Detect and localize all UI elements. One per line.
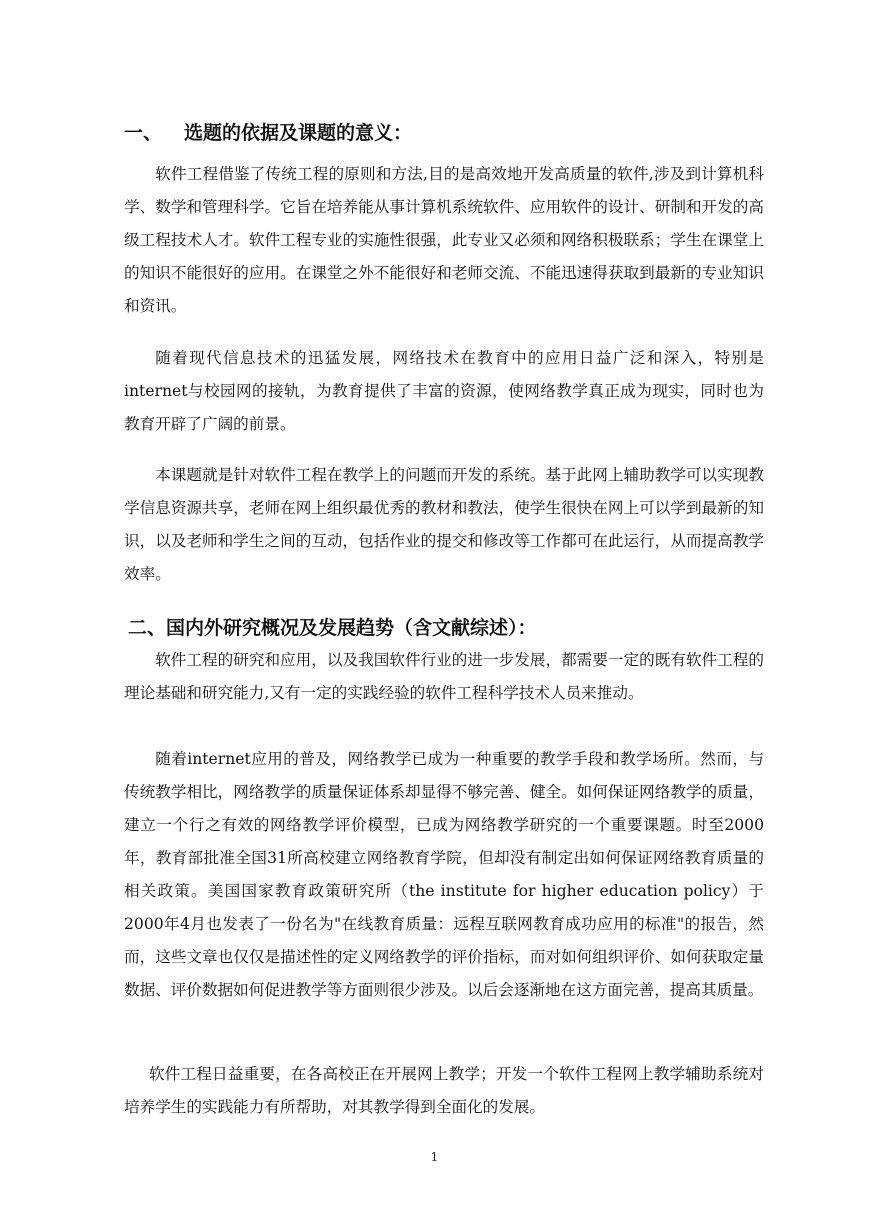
paragraph: 本课题就是针对软件工程在教学上的问题而开发的系统。基于此网上辅助教学可以实现教学信息资源共享，老师在网上组织最优秀的教材和教法，使学生很快在网上可以学到最新的知识，以及老师和学生之间的互动，包括作业的提交和修改等工作都可在此运行，从而提高教学效率。 <box>124 466 764 583</box>
section-title: 选题的依据及课题的意义： <box>184 122 413 144</box>
section-title: 二、国内外研究概况及发展趋势（含文献综述）： <box>128 617 537 639</box>
section-heading-2 <box>128 613 537 640</box>
paragraph: 软件工程借鉴了传统工程的原则和方法,目的是高效地开发高质量的软件,涉及到计算机科学、数学和管理科学。它旨在培养能从事计算机系统软件、应用软件的设计、研制和开发的高级工程技术人才。软件工程专业的实施性很强，此专业又必须和网络积极联系；学生在课堂上的知识不能很好的应用。在课堂之外不能很好和老师交流、不能迅速得获取到最新的专业知识和资讯。 <box>124 165 764 315</box>
paragraph: 随着现代信息技术的迅猛发展，网络技术在教育中的应用日益广泛和深入，特别是internet与校园网的接轨，为教育提供了丰富的资源，使网络教学真正成为现实，同时也为教育开辟了广阔的前景。 <box>124 349 764 433</box>
paragraph: 软件工程的研究和应用，以及我国软件行业的进一步发展，都需要一定的既有软件工程的理论基础和研究能力,又有一定的实践经验的软件工程科学技术人员来推动。 <box>124 651 764 702</box>
page-number: 1 <box>430 1150 439 1164</box>
paragraph: 随着internet应用的普及，网络教学已成为一种重要的教学手段和教学场所。然而，与传统教学相比，网络教学的质量保证体系却显得不够完善、健全。如何保证网络教学的质量，建立一个行之有效的网络教学评价模型，已成为网络教学研究的一个重要课题。时至2000年，教育部批准全国31所高校建立网络教育学院，但却没有制定出如何保证网络教育质量的相关政策。美国国家教育政策研究所（the institute for higher education policy）于2000年4月也发表了一份名为"在线教育质量：远程互联网教育成功应用的标准"的报告，然而，这些文章也仅仅是描述性的定义网络教学的评价指标，而对如何组织评价、如何获取定量数据、评价数据如何促进教学等方面则很少涉及。以后会逐渐地在这方面完善，提高其质量。 <box>124 750 764 999</box>
section-number: 一、 <box>124 122 163 144</box>
paragraph: 软件工程日益重要，在各高校正在开展网上教学；开发一个软件工程网上教学辅助系统对培养学生的实践能力有所帮助，对其教学得到全面化的发展。 <box>124 1065 764 1116</box>
section-heading-1 <box>124 118 412 145</box>
